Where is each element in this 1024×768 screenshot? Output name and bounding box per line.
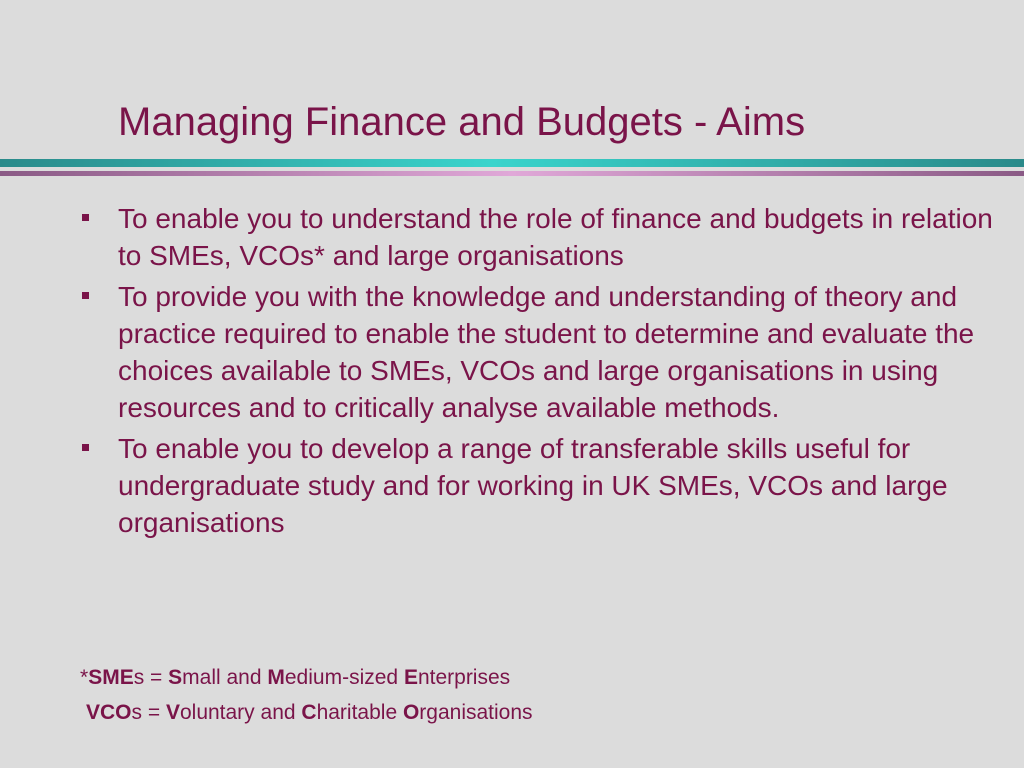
aim-text: To provide you with the knowledge and understanding of theory and practice required to enable the student to determine and evaluate the choices available to SMEs, VCOs and large organisations in using resources and to critically analyse available methods. xyxy=(118,281,975,423)
footnote-word: nterprises xyxy=(417,666,511,689)
footnote-sme xyxy=(80,660,533,695)
footnote-initial: V xyxy=(165,701,180,724)
aim-text: To enable you to understand the role of finance and budgets in relation to SMEs, VCOs* and large organisations xyxy=(118,203,993,271)
footnote-initial: C xyxy=(301,701,317,724)
square-bullet-icon xyxy=(82,444,89,451)
square-bullet-icon xyxy=(82,214,89,221)
aim-item xyxy=(76,200,996,274)
footnote-word: oluntary and xyxy=(179,701,302,724)
footnotes xyxy=(80,660,533,730)
footnote-initial: O xyxy=(402,701,420,724)
footnote-plural: s = xyxy=(133,666,169,689)
aim-text: To enable you to develop a range of transferable skills useful for undergraduate study and for working in UK SMEs, VCOs and large organisations xyxy=(118,433,948,538)
title-divider-pink xyxy=(0,171,1024,176)
footnote-star: * xyxy=(80,666,89,689)
slide-title: Managing Finance and Budgets - Aims xyxy=(118,100,806,144)
footnote-initial: S xyxy=(168,666,183,689)
footnote-vco xyxy=(80,695,533,730)
footnote-word: rganisations xyxy=(419,701,533,724)
footnote-plural: s = xyxy=(131,701,166,724)
footnote-abbr: SME xyxy=(88,666,134,689)
square-bullet-icon xyxy=(82,292,89,299)
footnote-initial: M xyxy=(267,666,285,689)
footnote-word: edium-sized xyxy=(284,666,404,689)
footnote-word: haritable xyxy=(316,701,403,724)
aims-list xyxy=(76,200,996,545)
footnote-abbr: VCO xyxy=(86,701,132,724)
footnote-word: mall and xyxy=(182,666,268,689)
footnote-initial: E xyxy=(403,666,418,689)
aim-item xyxy=(76,430,996,541)
title-divider-teal xyxy=(0,159,1024,167)
aim-item xyxy=(76,278,996,426)
